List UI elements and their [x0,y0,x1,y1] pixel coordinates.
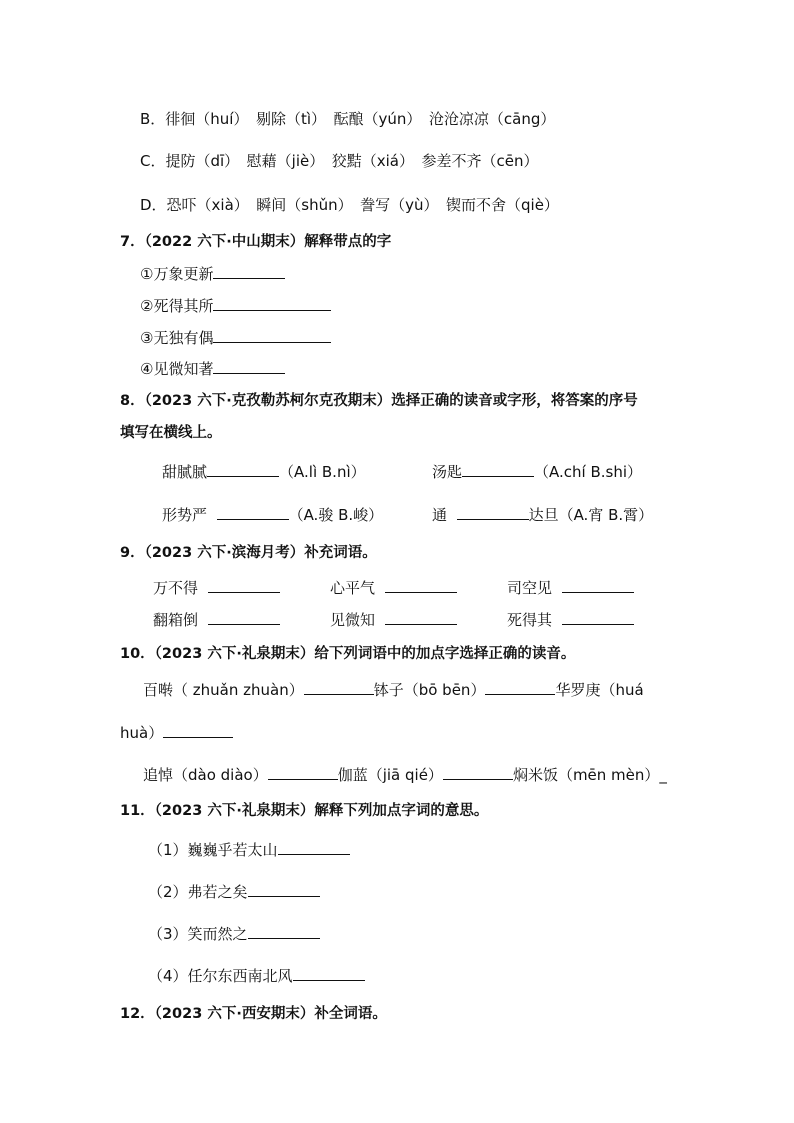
q8-title-line1: 8．（2023 六下·克孜勒苏柯尔克孜期末）选择正确的读音或字形，将答案的序号 [120,393,638,409]
q8-word: 通 [432,506,448,524]
answer-blank[interactable] [217,503,289,520]
q8-title-line2: 填写在横线上。 [120,425,222,441]
q12-title: 12．（2023 六下·西安期末）补全词语。 [120,1006,387,1022]
answer-blank[interactable] [278,838,350,855]
q10-line1 [143,678,644,700]
answer-blank[interactable] [485,678,555,695]
q8-choices: （A.lì B.nì） [279,463,366,481]
answer-blank[interactable] [385,576,457,593]
q6-option-b: B．徘徊（huí） 剔除（tì） 酝酿（yún） 沧沧凉凉（cāng） [140,110,556,128]
q7-item [140,357,285,379]
q10-line3 [143,763,667,785]
q8-item [162,460,366,482]
q11-title: 11．（2023 六下·礼泉期末）解释下列加点字词的意思。 [120,803,489,819]
q11-item [148,964,365,986]
q7-item-label: ③无独有偶 [140,329,214,347]
answer-blank[interactable] [443,763,513,780]
q7-item [140,262,285,284]
q8-choices: （A.骏 B.峻） [288,506,384,524]
q10-word: 钵子（bō bēn） [373,681,486,699]
q8-word: 甜腻腻 [162,463,208,481]
answer-blank[interactable] [163,721,233,738]
answer-blank[interactable] [213,326,331,343]
q7-item [140,326,331,348]
q7-item-label: ①万象更新 [140,265,214,283]
q10-word: 伽蓝（jiā qié） [337,766,443,784]
answer-blank[interactable] [304,678,374,695]
q7-item-label: ④见微知著 [140,360,214,378]
q8-choices: （A.chí B.shi） [534,463,643,481]
q8-word: 形势严 [162,506,208,524]
q9-word: 万不得 [153,579,199,597]
answer-blank[interactable] [248,880,320,897]
q10-word: huà） [120,724,164,742]
q10-word: 焖米饭（mēn mèn）_ [512,766,667,784]
answer-blank[interactable] [268,763,338,780]
q11-item-label: （1）巍巍乎若太山 [148,841,278,859]
q8-item [432,460,642,482]
answer-blank[interactable] [248,922,320,939]
q11-item [148,922,320,944]
answer-blank[interactable] [562,608,634,625]
q11-item-label: （4）任尔东西南北风 [148,967,293,985]
q6-option-d: D．恐吓（xià） 瞬间（shǔn） 誊写（yù） 锲而不舍（qiè） [140,196,559,214]
q11-item-label: （2）弗若之矣 [148,883,248,901]
q10-word: 百啭（ zhuǎn zhuàn） [143,681,304,699]
q10-line2 [120,721,233,743]
q11-item [148,838,350,860]
q11-item [148,880,320,902]
q9-item [507,608,634,630]
q10-word: 追悼（dào diào） [143,766,268,784]
q8-item [162,503,383,525]
answer-blank[interactable] [208,608,280,625]
answer-blank[interactable] [562,576,634,593]
q9-word: 见微知 [330,611,376,629]
q9-title: 9．（2023 六下·滨海月考）补充词语。 [120,545,377,561]
answer-blank[interactable] [213,262,285,279]
q9-item [153,576,280,598]
q7-title: 7．（2022 六下·中山期末）解释带点的字 [120,234,392,250]
q9-word: 翻箱倒 [153,611,199,629]
q6-option-c: C．提防（dī） 慰藉（jiè） 狡黠（xiá） 参差不齐（cēn） [140,152,539,170]
q9-word: 死得其 [507,611,553,629]
q8-choices: 达旦（A.宵 B.霄） [528,506,654,524]
answer-blank[interactable] [385,608,457,625]
q9-word: 心平气 [330,579,376,597]
answer-blank[interactable] [213,294,331,311]
q7-item [140,294,331,316]
q9-word: 司空见 [507,579,553,597]
q9-item [330,576,457,598]
answer-blank[interactable] [208,576,280,593]
q8-word: 汤匙 [432,463,463,481]
answer-blank[interactable] [462,460,534,477]
q7-item-label: ②死得其所 [140,297,214,315]
answer-blank[interactable] [207,460,279,477]
q8-item [432,503,653,525]
q11-item-label: （3）笑而然之 [148,925,248,943]
answer-blank[interactable] [293,964,365,981]
q10-word: 华罗庚（huá [555,681,644,699]
answer-blank[interactable] [457,503,529,520]
q9-item [153,608,280,630]
q9-item [507,576,634,598]
answer-blank[interactable] [213,357,285,374]
q9-item [330,608,457,630]
q10-title: 10．（2023 六下·礼泉期末）给下列词语中的加点字选择正确的读音。 [120,646,576,662]
